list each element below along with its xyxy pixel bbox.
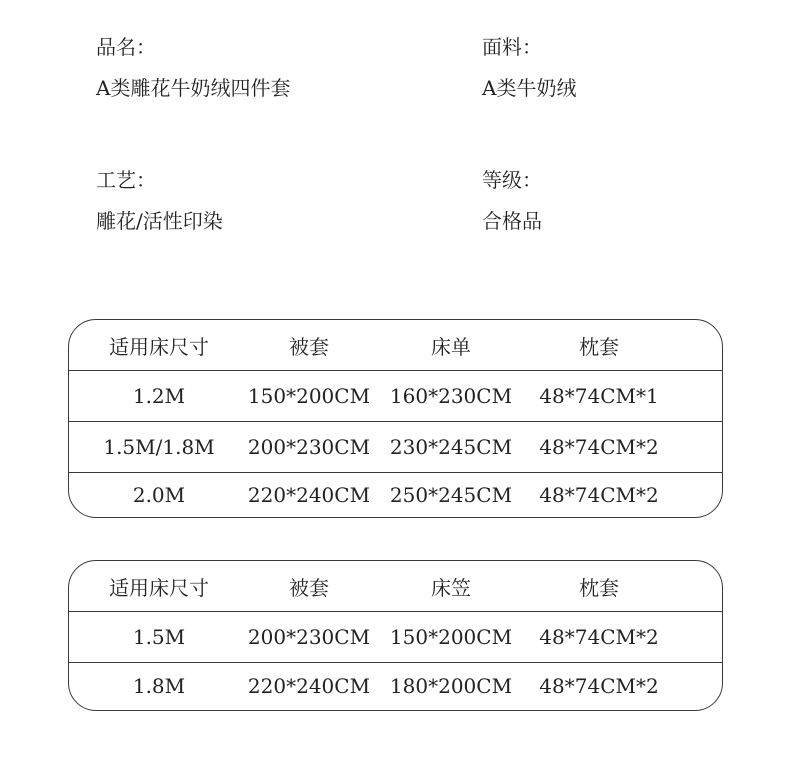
cell-bed-size: 1.5M <box>132 625 186 649</box>
spec-value: 雕花/活性印染 <box>96 209 223 233</box>
table-row <box>69 421 722 472</box>
cell-bed-size: 2.0M <box>132 482 186 507</box>
spec-value: A类雕花牛奶绒四件套 <box>96 76 291 100</box>
spec-label: 品名： <box>96 35 156 59</box>
header-duvet-cover: 被套 <box>289 334 329 359</box>
cell-duvet-cover: 200*230CM <box>247 625 371 649</box>
header-bed-size: 适用床尺寸 <box>109 334 209 359</box>
table-header-row <box>69 561 722 611</box>
table-row <box>69 611 722 662</box>
header-bed-size: 适用床尺寸 <box>109 575 209 600</box>
cell-bed-size: 1.8M <box>132 674 186 698</box>
table-header-row <box>69 320 722 370</box>
header-duvet-cover: 被套 <box>289 575 329 600</box>
table-row <box>69 662 722 709</box>
cell-duvet-cover: 150*200CM <box>247 384 371 408</box>
table-row <box>69 472 722 516</box>
header-fitted-sheet: 床笠 <box>431 575 471 600</box>
cell-fitted-sheet: 150*200CM <box>389 625 513 649</box>
cell-bed-size: 1.2M <box>132 384 186 408</box>
spec-label: 等级： <box>482 168 542 192</box>
cell-pillowcase: 48*74CM*2 <box>539 435 659 459</box>
cell-pillowcase: 48*74CM*2 <box>539 625 659 649</box>
spec-value: A类牛奶绒 <box>482 76 577 100</box>
cell-flat-sheet: 230*245CM <box>389 435 513 459</box>
spec-grade <box>482 168 542 233</box>
spec-label: 工艺： <box>96 168 156 192</box>
table-row <box>69 370 722 421</box>
cell-flat-sheet: 250*245CM <box>389 482 513 507</box>
cell-pillowcase: 48*74CM*2 <box>539 674 659 698</box>
cell-flat-sheet: 160*230CM <box>389 384 513 408</box>
cell-duvet-cover: 220*240CM <box>247 674 371 698</box>
size-table-flat-sheet <box>68 319 723 518</box>
size-table-fitted-sheet <box>68 560 723 711</box>
cell-pillowcase: 48*74CM*1 <box>539 384 659 408</box>
header-pillowcase: 枕套 <box>579 575 619 600</box>
header-pillowcase: 枕套 <box>579 334 619 359</box>
spec-label: 面料： <box>482 35 542 59</box>
cell-duvet-cover: 200*230CM <box>247 435 371 459</box>
spec-craft <box>96 168 223 233</box>
spec-fabric <box>482 35 576 100</box>
spec-product-name <box>96 35 290 100</box>
spec-value: 合格品 <box>482 209 542 233</box>
cell-pillowcase: 48*74CM*2 <box>539 482 659 507</box>
header-flat-sheet: 床单 <box>431 334 471 359</box>
cell-fitted-sheet: 180*200CM <box>389 674 513 698</box>
cell-bed-size: 1.5M/1.8M <box>103 435 215 459</box>
cell-duvet-cover: 220*240CM <box>247 482 371 507</box>
